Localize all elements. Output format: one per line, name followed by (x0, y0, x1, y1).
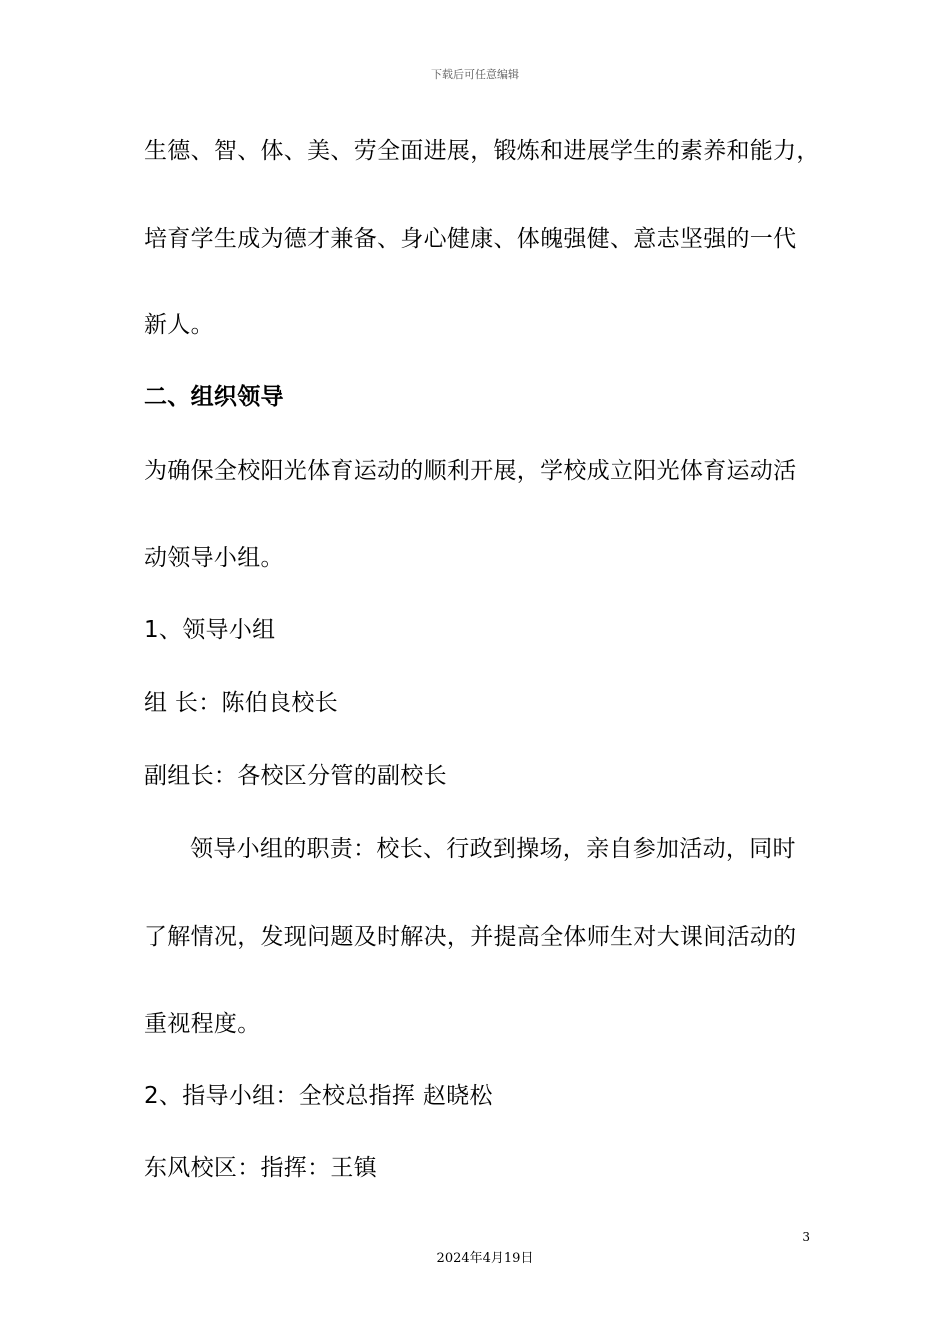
section-heading: 二、组织领导 (144, 384, 284, 410)
footer-date: 2024年4月19日 (436, 1251, 534, 1266)
list-item: 东风校区：指挥：王镇 (144, 1155, 377, 1181)
page-header: 下载后可任意编辑 (431, 68, 519, 81)
page-number: 3 (802, 1230, 810, 1244)
paragraph-line: 领导小组的职责：校长、行政到操场，亲自参加活动，同时 (190, 836, 796, 862)
paragraph-line: 生德、智、体、美、劳全面进展，锻炼和进展学生的素养和能力， (144, 138, 820, 164)
paragraph-line: 新人。 (144, 312, 214, 338)
paragraph-line: 动领导小组。 (144, 545, 284, 571)
paragraph-line: 了解情况，发现问题及时解决，并提高全体师生对大课间活动的 (144, 924, 797, 950)
subsection-heading: 1、领导小组 (144, 617, 276, 643)
list-item: 组 长：陈伯良校长 (144, 690, 339, 716)
list-item: 副组长：各校区分管的副校长 (144, 763, 447, 789)
paragraph-line: 重视程度。 (144, 1011, 261, 1037)
subsection-heading: 2、指导小组：全校总指挥 赵晓松 (144, 1083, 493, 1109)
paragraph-line: 为确保全校阳光体育运动的顺利开展，学校成立阳光体育运动活 (144, 458, 797, 484)
paragraph-line: 培育学生成为德才兼备、身心健康、体魄强健、意志坚强的一代 (144, 226, 797, 252)
